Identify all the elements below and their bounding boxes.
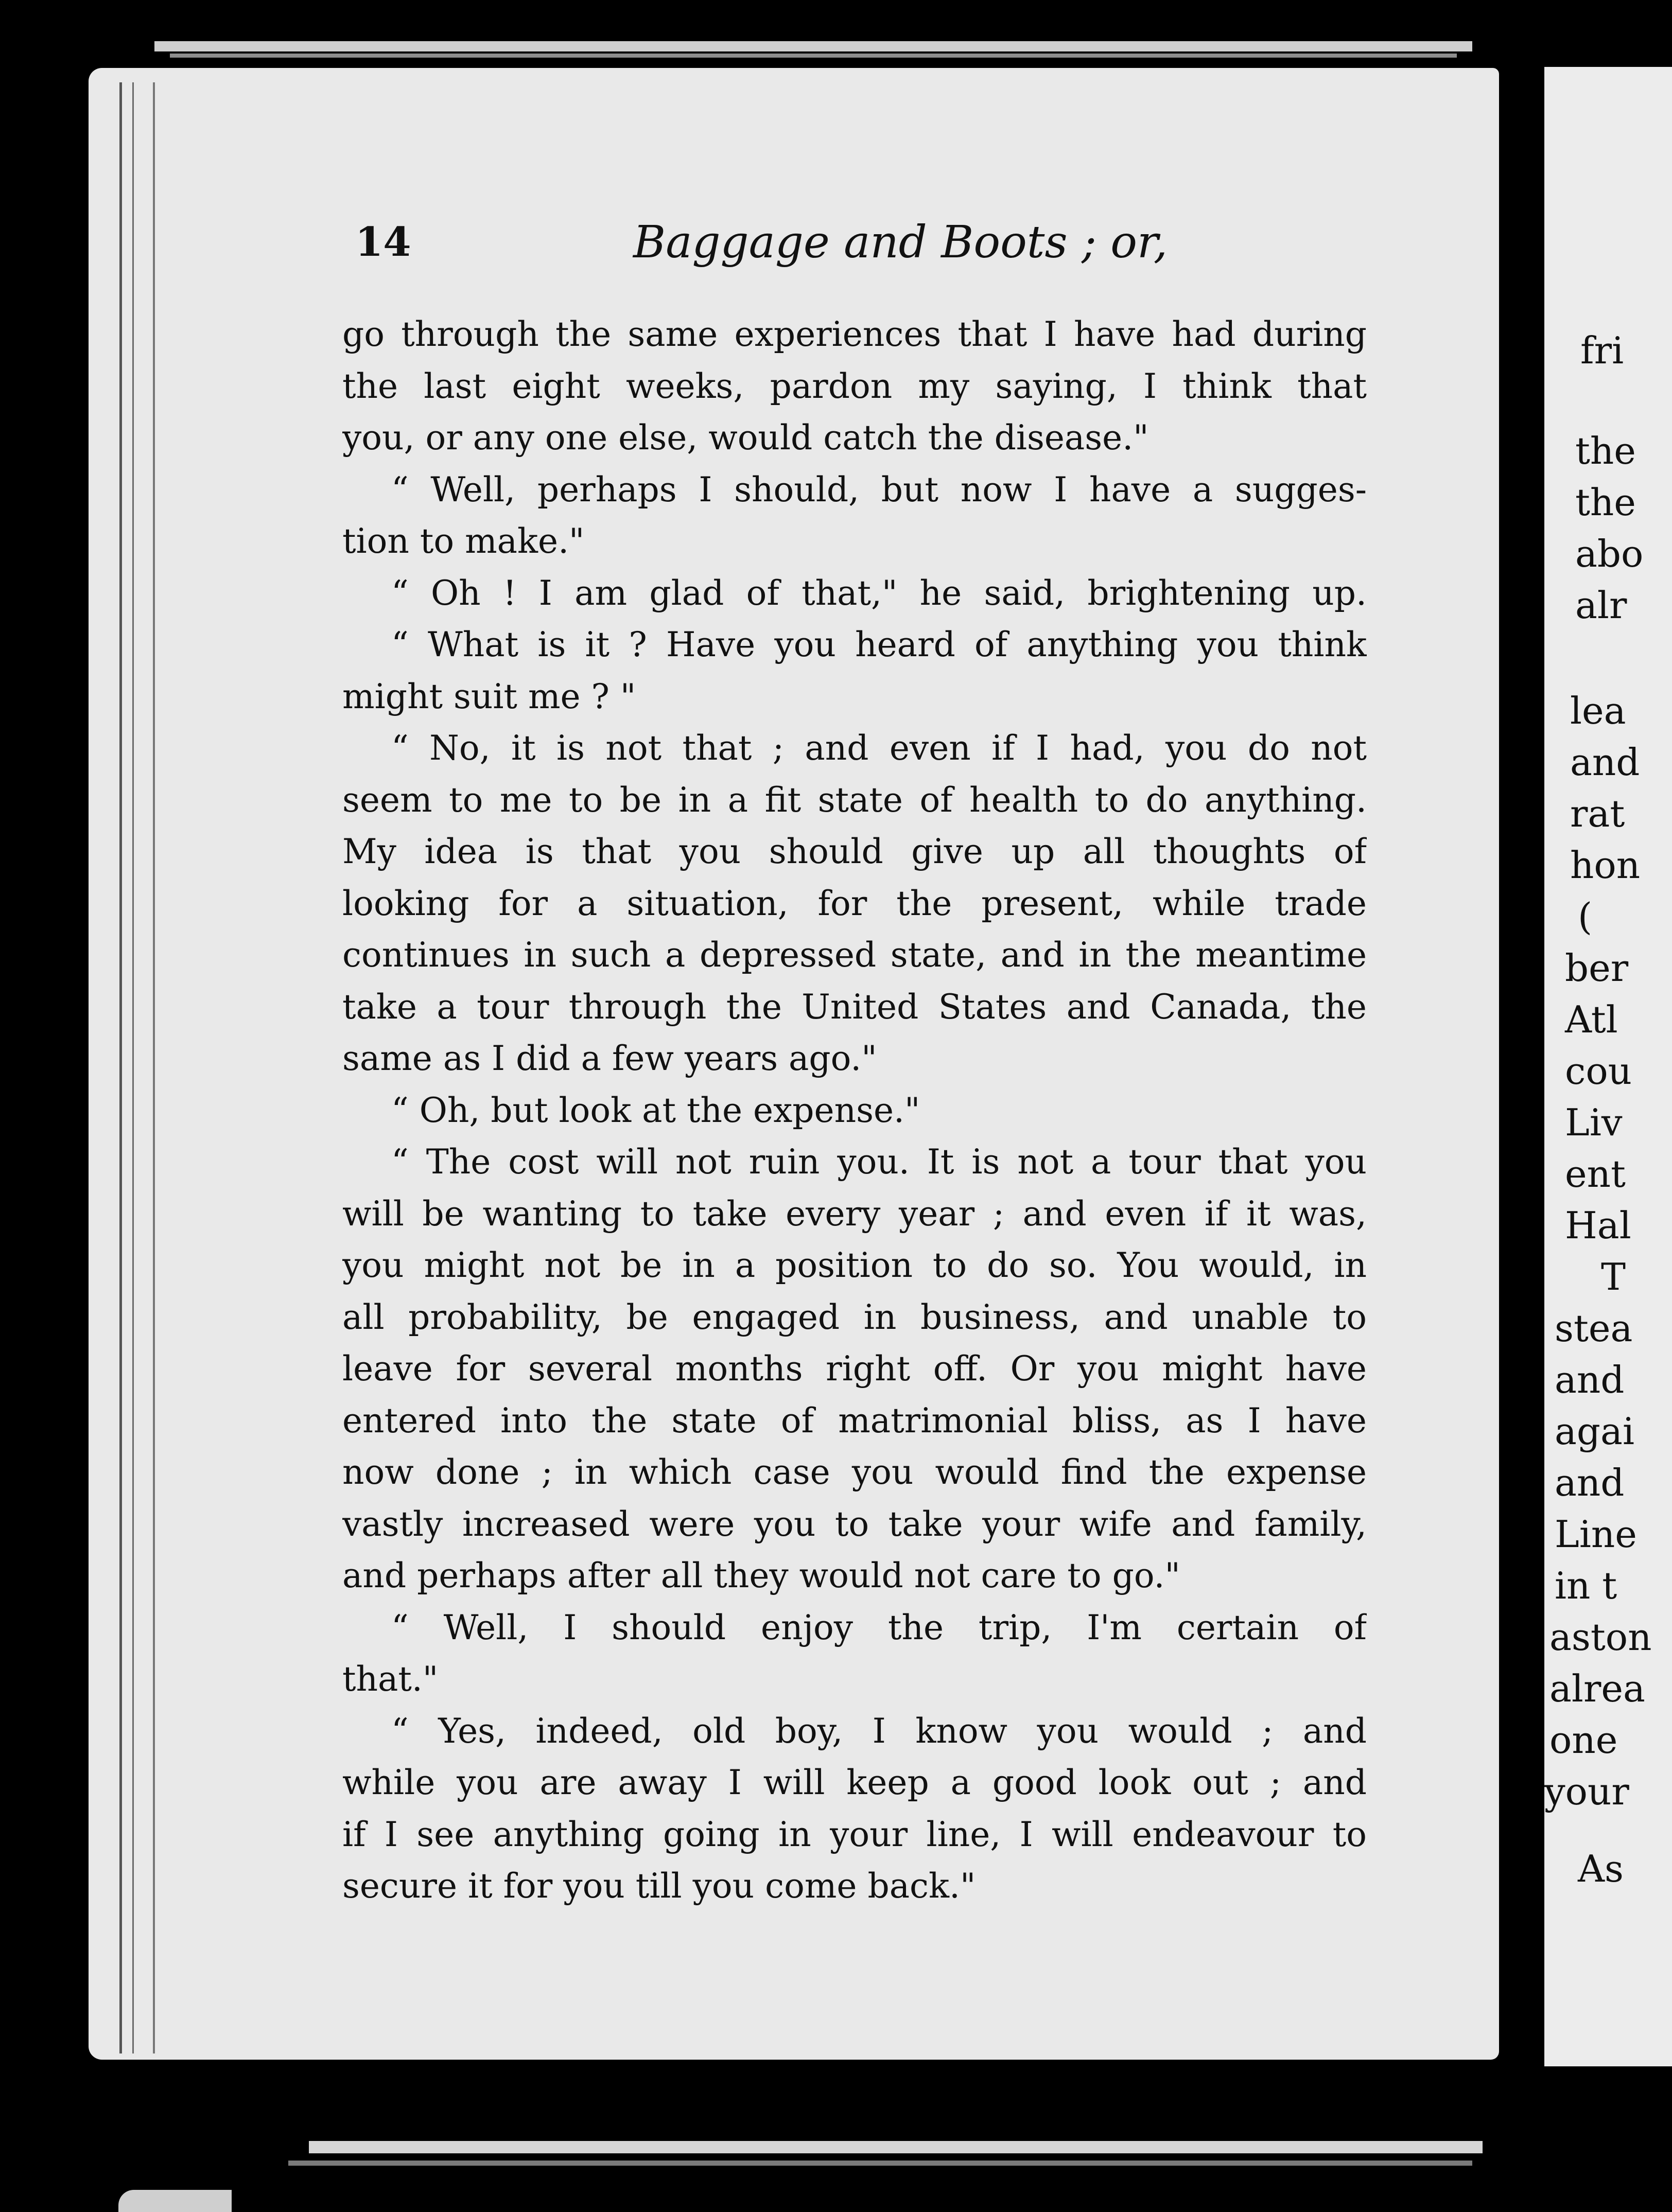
facing-page-text: the — [1575, 429, 1636, 472]
body-line: might suit me ? " — [342, 676, 636, 716]
page-number: 14 — [355, 219, 411, 266]
body-line: now done ; in which case you would find the expense — [342, 1452, 1367, 1492]
body-line: “ Yes, indeed, old boy, I know you would ; and — [391, 1711, 1367, 1751]
facing-page-text: aston — [1549, 1616, 1652, 1659]
facing-page-text: Line — [1555, 1513, 1637, 1556]
body-line: while you are away I will keep a good look out ; and — [342, 1763, 1367, 1802]
stacked-page-edges — [119, 82, 155, 2053]
facing-page-text: and — [1555, 1358, 1625, 1401]
body-line: the last eight weeks, pardon my saying, I think that — [342, 366, 1367, 406]
body-line: “ Oh ! I am glad of that," he said, brightening up. — [391, 573, 1367, 613]
body-line: seem to me to be in a fit state of health to do anything. — [342, 780, 1367, 820]
top-page-edge — [154, 41, 1472, 51]
facing-page-text: your — [1544, 1770, 1629, 1813]
facing-page-text: one — [1549, 1718, 1618, 1762]
facing-page-text: ( — [1578, 895, 1593, 938]
body-line: tion to make." — [342, 521, 585, 561]
facing-page-text: cou — [1565, 1049, 1632, 1093]
facing-page-text: Atl — [1565, 998, 1618, 1041]
body-line: “ Well, perhaps I should, but now I have a sugges- — [391, 469, 1367, 510]
facing-page-text: As — [1578, 1847, 1624, 1890]
facing-page-text: hon — [1570, 844, 1641, 887]
body-line: if I see anything going in your line, I will endeavour to — [342, 1814, 1367, 1854]
body-line: continues in such a depressed state, and in the meantime — [342, 935, 1367, 975]
body-line: entered into the state of matrimonial bliss, as I have — [342, 1400, 1367, 1441]
facing-page-text: abo — [1575, 532, 1644, 575]
facing-page-text: and — [1570, 741, 1640, 784]
bottom-page-edge-shadow — [288, 2161, 1472, 2166]
body-line: take a tour through the United States and Canada, the — [342, 987, 1367, 1027]
body-line: same as I did a few years ago." — [342, 1039, 877, 1078]
bottom-page-edge — [309, 2141, 1483, 2153]
body-line: go through the same experiences that I have had during — [342, 314, 1367, 354]
facing-page-text: ent — [1565, 1152, 1626, 1196]
facing-page-text: lea — [1570, 689, 1626, 732]
body-line: secure it for you till you come back." — [342, 1866, 976, 1906]
facing-page-text: alrea — [1549, 1667, 1645, 1710]
facing-page-text: and — [1555, 1461, 1625, 1504]
facing-page-text: the — [1575, 481, 1636, 524]
body-line: “ Oh, but look at the expense." — [391, 1090, 920, 1130]
body-line: “ The cost will not ruin you. It is not a tour that you — [391, 1142, 1367, 1182]
facing-page-text: Liv — [1565, 1101, 1623, 1144]
body-line: that." — [342, 1659, 439, 1699]
facing-page-text: rat — [1570, 792, 1625, 835]
body-line: all probability, be engaged in business, and unable to — [342, 1297, 1367, 1337]
facing-page-text: ber — [1565, 946, 1629, 990]
body-line: leave for several months right off. Or you might have — [342, 1349, 1367, 1389]
body-line: “ What is it ? Have you heard of anything you think — [391, 625, 1367, 664]
facing-page-text: in t — [1555, 1564, 1617, 1607]
facing-page-text: T — [1601, 1255, 1626, 1298]
body-line: looking for a situation, for the present, while trade — [342, 883, 1367, 923]
body-line: will be wanting to take every year ; and even if it was, — [342, 1193, 1367, 1234]
facing-page-fragment — [1544, 67, 1672, 2066]
body-line: “ Well, I should enjoy the trip, I'm certain of — [391, 1607, 1367, 1647]
body-line: you might not be in a position to do so. You would, in — [342, 1245, 1367, 1285]
facing-page-text: stea — [1555, 1307, 1633, 1350]
page-header — [355, 219, 1364, 275]
facing-page-text: agai — [1555, 1410, 1634, 1453]
facing-page-text: Hal — [1565, 1204, 1631, 1247]
body-text — [342, 309, 1367, 1912]
running-head: Baggage and Boots ; or, — [633, 217, 1168, 268]
facing-page-text: alr — [1575, 584, 1627, 627]
body-line: My idea is that you should give up all thoughts of — [342, 832, 1367, 871]
body-line: and perhaps after all they would not care to go." — [342, 1556, 1180, 1595]
facing-page-text: fri — [1580, 329, 1624, 372]
top-page-edge-shadow — [170, 54, 1457, 58]
body-line: “ No, it is not that ; and even if I had, you do not — [391, 728, 1367, 768]
next-page-corner — [118, 2190, 232, 2212]
body-line: vastly increased were you to take your wife and family, — [342, 1504, 1367, 1544]
body-line: you, or any one else, would catch the disease." — [342, 418, 1149, 458]
